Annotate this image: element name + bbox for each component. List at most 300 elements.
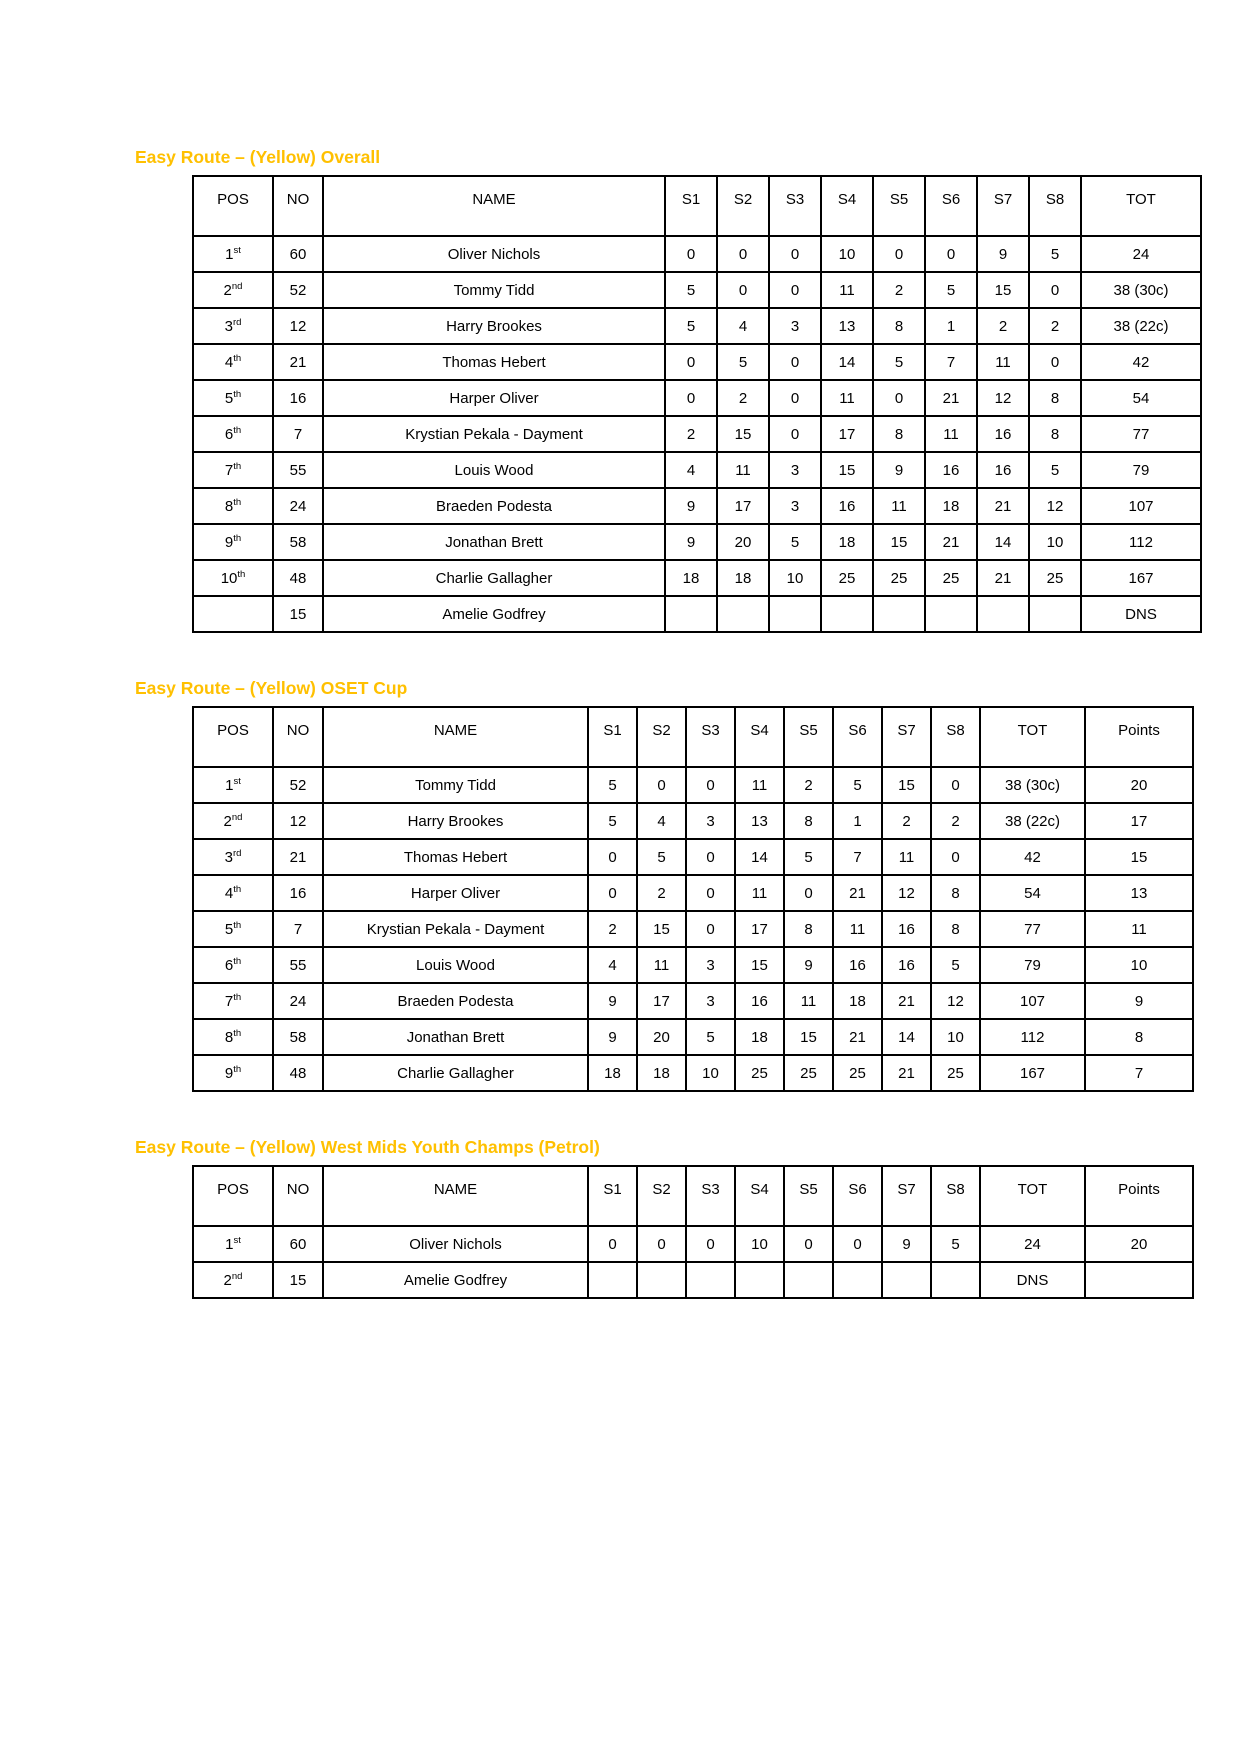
pos-cell: 9th <box>193 1055 273 1091</box>
section-score-cell-s5: 9 <box>784 947 833 983</box>
pos-cell: 8th <box>193 488 273 524</box>
rider-name-cell: Thomas Hebert <box>323 344 665 380</box>
section-score-cell-s6 <box>833 1262 882 1298</box>
rider-number-cell: 12 <box>273 308 323 344</box>
section-score-cell-s5 <box>873 596 925 632</box>
column-header-s4: S4 <box>735 707 784 767</box>
total-cell: 42 <box>1081 344 1201 380</box>
column-header-s7: S7 <box>882 1166 931 1226</box>
section-score-cell-s1: 4 <box>588 947 637 983</box>
section-score-cell-s1 <box>665 596 717 632</box>
pos-ordinal-suffix: th <box>233 991 242 1003</box>
column-header-s6: S6 <box>833 1166 882 1226</box>
section-score-cell-s2: 2 <box>637 875 686 911</box>
pos-ordinal-suffix: th <box>233 388 242 400</box>
pos-cell: 4th <box>193 344 273 380</box>
column-header-no: NO <box>273 1166 323 1226</box>
total-cell: 54 <box>980 875 1085 911</box>
rider-number-cell: 16 <box>273 380 323 416</box>
column-header-s4: S4 <box>735 1166 784 1226</box>
section-score-cell-s3 <box>686 1262 735 1298</box>
pos-cell: 6th <box>193 947 273 983</box>
section-score-cell-s1: 2 <box>588 911 637 947</box>
section-score-cell-s2 <box>717 596 769 632</box>
results-table-overall <box>192 175 1202 633</box>
rider-name-cell: Krystian Pekala - Dayment <box>323 911 588 947</box>
result-row <box>193 839 1193 875</box>
section-score-cell-s1: 0 <box>665 344 717 380</box>
section-score-cell-s2: 0 <box>637 767 686 803</box>
section-score-cell-s6: 11 <box>833 911 882 947</box>
rider-name-cell: Harper Oliver <box>323 380 665 416</box>
rider-number-cell: 7 <box>273 911 323 947</box>
section-score-cell-s7: 21 <box>977 560 1029 596</box>
total-cell: 77 <box>980 911 1085 947</box>
section-score-cell-s6: 11 <box>925 416 977 452</box>
section-score-cell-s7: 14 <box>977 524 1029 560</box>
section-score-cell-s5: 8 <box>873 416 925 452</box>
section-score-cell-s8: 25 <box>1029 560 1081 596</box>
section-score-cell-s8: 0 <box>931 767 980 803</box>
section-score-cell-s3: 3 <box>769 488 821 524</box>
section-score-cell-s5: 8 <box>784 911 833 947</box>
section-score-cell-s6: 5 <box>925 272 977 308</box>
result-row <box>193 803 1193 839</box>
result-row <box>193 308 1201 344</box>
section-score-cell-s2: 20 <box>637 1019 686 1055</box>
column-header-name: NAME <box>323 1166 588 1226</box>
section-score-cell-s5: 0 <box>784 1226 833 1262</box>
section-score-cell-s6: 25 <box>833 1055 882 1091</box>
rider-name-cell: Harry Brookes <box>323 308 665 344</box>
points-cell: 7 <box>1085 1055 1193 1091</box>
section-oset-cup <box>0 677 1240 1092</box>
section-score-cell-s7 <box>882 1262 931 1298</box>
column-header-s1: S1 <box>588 1166 637 1226</box>
section-score-cell-s6: 25 <box>925 560 977 596</box>
section-score-cell-s7: 9 <box>977 236 1029 272</box>
section-score-cell-s7: 11 <box>882 839 931 875</box>
rider-number-cell: 55 <box>273 452 323 488</box>
pos-cell: 2nd <box>193 272 273 308</box>
section-score-cell-s7: 16 <box>977 452 1029 488</box>
section-score-cell-s7: 2 <box>882 803 931 839</box>
pos-ordinal-suffix: th <box>233 460 242 472</box>
section-score-cell-s8: 10 <box>1029 524 1081 560</box>
section-overall <box>0 146 1240 633</box>
section-score-cell-s6: 16 <box>925 452 977 488</box>
rider-number-cell: 12 <box>273 803 323 839</box>
total-cell: 79 <box>1081 452 1201 488</box>
result-row <box>193 416 1201 452</box>
table-body-west-mids <box>193 1226 1193 1298</box>
section-score-cell-s4: 17 <box>821 416 873 452</box>
rider-name-cell: Charlie Gallagher <box>323 1055 588 1091</box>
pos-cell: 1st <box>193 1226 273 1262</box>
result-row <box>193 272 1201 308</box>
column-header-no: NO <box>273 176 323 236</box>
section-score-cell-s1: 0 <box>588 1226 637 1262</box>
result-row <box>193 344 1201 380</box>
pos-cell: 2nd <box>193 803 273 839</box>
section-score-cell-s1 <box>588 1262 637 1298</box>
rider-number-cell: 55 <box>273 947 323 983</box>
section-score-cell-s8 <box>931 1262 980 1298</box>
total-cell: 112 <box>1081 524 1201 560</box>
pos-cell: 1st <box>193 236 273 272</box>
section-title-oset-cup: Easy Route – (Yellow) OSET Cup <box>135 678 408 698</box>
column-header-tot: TOT <box>980 1166 1085 1226</box>
pos-cell: 2nd <box>193 1262 273 1298</box>
section-score-cell-s1: 5 <box>588 767 637 803</box>
result-row <box>193 1226 1193 1262</box>
column-header-s6: S6 <box>925 176 977 236</box>
section-score-cell-s8: 8 <box>931 875 980 911</box>
column-header-points: Points <box>1085 1166 1193 1226</box>
results-table-oset-cup <box>192 706 1194 1092</box>
section-score-cell-s4: 11 <box>735 767 784 803</box>
pos-ordinal-suffix: st <box>233 244 241 256</box>
section-score-cell-s3: 5 <box>686 1019 735 1055</box>
section-score-cell-s5: 2 <box>873 272 925 308</box>
section-score-cell-s4: 17 <box>735 911 784 947</box>
result-row <box>193 380 1201 416</box>
section-score-cell-s1: 9 <box>665 488 717 524</box>
section-score-cell-s1: 4 <box>665 452 717 488</box>
section-score-cell-s7: 15 <box>882 767 931 803</box>
section-score-cell-s7: 15 <box>977 272 1029 308</box>
result-row <box>193 452 1201 488</box>
table-header-oset-cup <box>193 707 1193 767</box>
points-cell: 9 <box>1085 983 1193 1019</box>
section-score-cell-s8: 5 <box>931 947 980 983</box>
pos-cell: 9th <box>193 524 273 560</box>
pos-ordinal-suffix: st <box>233 1234 241 1246</box>
section-score-cell-s4: 10 <box>821 236 873 272</box>
pos-ordinal-suffix: th <box>233 532 242 544</box>
rider-number-cell: 15 <box>273 596 323 632</box>
section-score-cell-s1: 5 <box>588 803 637 839</box>
column-header-s1: S1 <box>665 176 717 236</box>
section-score-cell-s4: 14 <box>821 344 873 380</box>
total-cell: 107 <box>980 983 1085 1019</box>
column-header-s5: S5 <box>873 176 925 236</box>
section-score-cell-s6: 1 <box>925 308 977 344</box>
section-score-cell-s1: 18 <box>665 560 717 596</box>
section-score-cell-s5 <box>784 1262 833 1298</box>
result-row <box>193 560 1201 596</box>
table-header-overall <box>193 176 1201 236</box>
result-row <box>193 1262 1193 1298</box>
section-score-cell-s5: 5 <box>873 344 925 380</box>
total-cell: 167 <box>980 1055 1085 1091</box>
section-score-cell-s4: 13 <box>735 803 784 839</box>
section-score-cell-s4: 11 <box>821 272 873 308</box>
pos-cell: 7th <box>193 452 273 488</box>
section-score-cell-s4: 16 <box>821 488 873 524</box>
section-score-cell-s5: 2 <box>784 767 833 803</box>
rider-name-cell: Louis Wood <box>323 947 588 983</box>
column-header-s2: S2 <box>717 176 769 236</box>
column-header-s1: S1 <box>588 707 637 767</box>
section-score-cell-s5: 5 <box>784 839 833 875</box>
section-score-cell-s3: 0 <box>769 344 821 380</box>
pos-cell <box>193 596 273 632</box>
section-score-cell-s2: 18 <box>637 1055 686 1091</box>
section-score-cell-s6: 16 <box>833 947 882 983</box>
section-score-cell-s1: 2 <box>665 416 717 452</box>
section-score-cell-s5: 9 <box>873 452 925 488</box>
section-score-cell-s1: 9 <box>588 983 637 1019</box>
section-score-cell-s3 <box>769 596 821 632</box>
section-score-cell-s5: 0 <box>784 875 833 911</box>
section-score-cell-s7: 16 <box>977 416 1029 452</box>
section-score-cell-s2: 2 <box>717 380 769 416</box>
rider-number-cell: 21 <box>273 344 323 380</box>
section-score-cell-s8: 5 <box>1029 236 1081 272</box>
section-score-cell-s1: 9 <box>588 1019 637 1055</box>
section-score-cell-s1: 0 <box>665 380 717 416</box>
total-cell: 107 <box>1081 488 1201 524</box>
section-score-cell-s6: 5 <box>833 767 882 803</box>
rider-number-cell: 24 <box>273 488 323 524</box>
column-header-s8: S8 <box>931 707 980 767</box>
section-score-cell-s8: 5 <box>1029 452 1081 488</box>
section-score-cell-s8: 12 <box>1029 488 1081 524</box>
section-score-cell-s4: 13 <box>821 308 873 344</box>
pos-cell: 10th <box>193 560 273 596</box>
column-header-name: NAME <box>323 707 588 767</box>
section-score-cell-s3: 3 <box>686 983 735 1019</box>
section-score-cell-s6: 0 <box>925 236 977 272</box>
section-score-cell-s5: 25 <box>784 1055 833 1091</box>
section-score-cell-s7 <box>977 596 1029 632</box>
section-score-cell-s7: 16 <box>882 911 931 947</box>
pos-ordinal-suffix: th <box>233 496 242 508</box>
rider-name-cell: Oliver Nichols <box>323 236 665 272</box>
pos-ordinal-suffix: th <box>233 919 242 931</box>
total-cell: 77 <box>1081 416 1201 452</box>
pos-ordinal-suffix: nd <box>231 1270 243 1282</box>
rider-number-cell: 58 <box>273 524 323 560</box>
section-score-cell-s6: 21 <box>925 380 977 416</box>
section-score-cell-s4: 25 <box>735 1055 784 1091</box>
pos-ordinal-suffix: th <box>233 1027 242 1039</box>
section-score-cell-s4: 18 <box>821 524 873 560</box>
table-header-west-mids <box>193 1166 1193 1226</box>
rider-name-cell: Braeden Podesta <box>323 983 588 1019</box>
section-score-cell-s7: 2 <box>977 308 1029 344</box>
section-score-cell-s5: 0 <box>873 236 925 272</box>
pos-cell: 5th <box>193 380 273 416</box>
section-score-cell-s7: 16 <box>882 947 931 983</box>
pos-ordinal-suffix: th <box>233 424 242 436</box>
section-score-cell-s3: 0 <box>686 839 735 875</box>
section-score-cell-s6: 7 <box>925 344 977 380</box>
section-score-cell-s7: 21 <box>977 488 1029 524</box>
rider-name-cell: Braeden Podesta <box>323 488 665 524</box>
section-score-cell-s4: 10 <box>735 1226 784 1262</box>
column-header-pos: POS <box>193 176 273 236</box>
column-header-s5: S5 <box>784 1166 833 1226</box>
pos-cell: 8th <box>193 1019 273 1055</box>
result-row <box>193 767 1193 803</box>
section-score-cell-s8: 10 <box>931 1019 980 1055</box>
section-score-cell-s1: 18 <box>588 1055 637 1091</box>
rider-name-cell: Jonathan Brett <box>323 524 665 560</box>
points-cell: 13 <box>1085 875 1193 911</box>
result-row <box>193 488 1201 524</box>
section-score-cell-s2: 0 <box>717 236 769 272</box>
column-header-s7: S7 <box>882 707 931 767</box>
pos-cell: 1st <box>193 767 273 803</box>
column-header-s6: S6 <box>833 707 882 767</box>
points-cell: 11 <box>1085 911 1193 947</box>
result-row <box>193 875 1193 911</box>
section-score-cell-s6: 21 <box>925 524 977 560</box>
column-header-s4: S4 <box>821 176 873 236</box>
section-title-overall: Easy Route – (Yellow) Overall <box>135 147 381 167</box>
rider-name-cell: Tommy Tidd <box>323 767 588 803</box>
section-score-cell-s5: 25 <box>873 560 925 596</box>
column-header-s8: S8 <box>931 1166 980 1226</box>
section-score-cell-s6: 18 <box>833 983 882 1019</box>
section-score-cell-s1: 0 <box>665 236 717 272</box>
total-cell: 167 <box>1081 560 1201 596</box>
section-score-cell-s6: 21 <box>833 1019 882 1055</box>
section-score-cell-s3: 0 <box>686 1226 735 1262</box>
column-header-tot: TOT <box>1081 176 1201 236</box>
total-cell: 24 <box>980 1226 1085 1262</box>
section-score-cell-s5: 11 <box>873 488 925 524</box>
section-score-cell-s6 <box>925 596 977 632</box>
column-header-s5: S5 <box>784 707 833 767</box>
pos-ordinal-suffix: nd <box>231 811 243 823</box>
section-score-cell-s2 <box>637 1262 686 1298</box>
points-cell: 17 <box>1085 803 1193 839</box>
column-header-s3: S3 <box>686 1166 735 1226</box>
pos-ordinal-suffix: st <box>233 775 241 787</box>
section-score-cell-s6: 0 <box>833 1226 882 1262</box>
section-score-cell-s7: 12 <box>882 875 931 911</box>
rider-name-cell: Louis Wood <box>323 452 665 488</box>
points-cell: 10 <box>1085 947 1193 983</box>
points-cell: 20 <box>1085 767 1193 803</box>
rider-number-cell: 21 <box>273 839 323 875</box>
rider-number-cell: 24 <box>273 983 323 1019</box>
section-score-cell-s4: 11 <box>821 380 873 416</box>
total-cell: 79 <box>980 947 1085 983</box>
total-cell: 38 (30c) <box>1081 272 1201 308</box>
section-score-cell-s7: 9 <box>882 1226 931 1262</box>
column-header-pos: POS <box>193 1166 273 1226</box>
section-score-cell-s2: 15 <box>717 416 769 452</box>
total-cell: DNS <box>1081 596 1201 632</box>
rider-name-cell: Amelie Godfrey <box>323 1262 588 1298</box>
rider-name-cell: Thomas Hebert <box>323 839 588 875</box>
pos-ordinal-suffix: rd <box>232 847 242 859</box>
section-score-cell-s2: 20 <box>717 524 769 560</box>
section-score-cell-s2: 4 <box>637 803 686 839</box>
result-row <box>193 236 1201 272</box>
section-score-cell-s1: 5 <box>665 272 717 308</box>
column-header-s7: S7 <box>977 176 1029 236</box>
points-cell <box>1085 1262 1193 1298</box>
result-row <box>193 524 1201 560</box>
section-score-cell-s6: 18 <box>925 488 977 524</box>
section-score-cell-s8: 12 <box>931 983 980 1019</box>
section-score-cell-s5: 15 <box>873 524 925 560</box>
column-header-s2: S2 <box>637 707 686 767</box>
result-row <box>193 983 1193 1019</box>
points-cell: 20 <box>1085 1226 1193 1262</box>
rider-name-cell: Harry Brookes <box>323 803 588 839</box>
result-row <box>193 1019 1193 1055</box>
section-score-cell-s3: 0 <box>686 911 735 947</box>
column-header-s3: S3 <box>769 176 821 236</box>
pos-ordinal-suffix: th <box>233 883 242 895</box>
section-score-cell-s7: 21 <box>882 983 931 1019</box>
rider-number-cell: 48 <box>273 1055 323 1091</box>
section-score-cell-s2: 15 <box>637 911 686 947</box>
total-cell: 38 (22c) <box>980 803 1085 839</box>
column-header-s8: S8 <box>1029 176 1081 236</box>
section-score-cell-s8: 2 <box>931 803 980 839</box>
total-cell: DNS <box>980 1262 1085 1298</box>
column-header-s2: S2 <box>637 1166 686 1226</box>
section-score-cell-s2: 11 <box>717 452 769 488</box>
section-score-cell-s5: 11 <box>784 983 833 1019</box>
section-score-cell-s3: 3 <box>686 803 735 839</box>
section-score-cell-s2: 5 <box>637 839 686 875</box>
pos-ordinal-suffix: th <box>233 1063 242 1075</box>
rider-number-cell: 58 <box>273 1019 323 1055</box>
section-score-cell-s2: 17 <box>637 983 686 1019</box>
section-score-cell-s2: 0 <box>717 272 769 308</box>
pos-cell: 3rd <box>193 308 273 344</box>
section-score-cell-s3: 5 <box>769 524 821 560</box>
section-score-cell-s3: 0 <box>686 767 735 803</box>
section-score-cell-s7: 14 <box>882 1019 931 1055</box>
total-cell: 54 <box>1081 380 1201 416</box>
rider-name-cell: Harper Oliver <box>323 875 588 911</box>
section-score-cell-s5: 8 <box>784 803 833 839</box>
section-score-cell-s8: 5 <box>931 1226 980 1262</box>
section-score-cell-s4: 15 <box>735 947 784 983</box>
rider-name-cell: Tommy Tidd <box>323 272 665 308</box>
section-score-cell-s8: 8 <box>931 911 980 947</box>
section-score-cell-s4: 18 <box>735 1019 784 1055</box>
section-score-cell-s6: 1 <box>833 803 882 839</box>
section-score-cell-s4: 16 <box>735 983 784 1019</box>
result-row <box>193 947 1193 983</box>
results-table-west-mids <box>192 1165 1194 1299</box>
table-body-overall <box>193 236 1201 632</box>
rider-name-cell: Oliver Nichols <box>323 1226 588 1262</box>
column-header-pos: POS <box>193 707 273 767</box>
column-header-name: NAME <box>323 176 665 236</box>
section-score-cell-s4: 15 <box>821 452 873 488</box>
section-score-cell-s7: 11 <box>977 344 1029 380</box>
section-score-cell-s4: 11 <box>735 875 784 911</box>
section-score-cell-s8: 25 <box>931 1055 980 1091</box>
pos-ordinal-suffix: th <box>237 568 246 580</box>
rider-number-cell: 48 <box>273 560 323 596</box>
result-row <box>193 596 1201 632</box>
section-score-cell-s2: 4 <box>717 308 769 344</box>
section-score-cell-s8: 0 <box>1029 272 1081 308</box>
pos-ordinal-suffix: th <box>233 352 242 364</box>
